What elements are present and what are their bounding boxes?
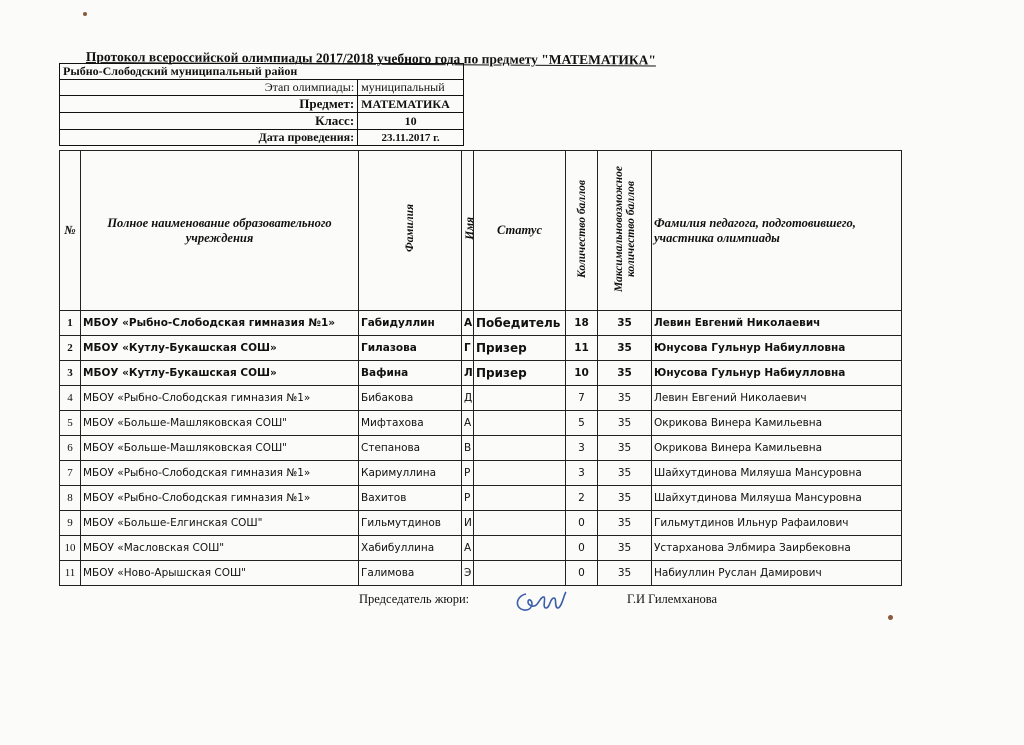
cell-teacher: Окрикова Винера Камильевна — [652, 411, 902, 436]
cell-surname: Гилазова — [359, 336, 462, 361]
signature — [512, 588, 572, 616]
subject-value: МАТЕМАТИКА — [358, 96, 464, 113]
cell-num: 9 — [60, 511, 81, 536]
cell-score: 3 — [566, 461, 598, 486]
stage-value: муниципальный — [358, 80, 464, 96]
stage-label: Этап олимпиады: — [60, 80, 358, 96]
cell-teacher: Левин Евгений Николаевич — [652, 311, 902, 336]
cell-surname: Вафина — [359, 361, 462, 386]
table-row — [60, 386, 902, 411]
cell-name: Р — [462, 461, 474, 486]
cell-surname: Галимова — [359, 561, 462, 586]
cell-surname: Вахитов — [359, 486, 462, 511]
cell-num: 3 — [60, 361, 81, 386]
cell-num: 6 — [60, 436, 81, 461]
cell-score: 10 — [566, 361, 598, 386]
col-max-score: Максимальновозможное количество баллов — [598, 151, 652, 311]
cell-max: 35 — [598, 561, 652, 586]
header-table — [59, 63, 471, 146]
cell-num: 4 — [60, 386, 81, 411]
cell-max: 35 — [598, 336, 652, 361]
cell-score: 0 — [566, 536, 598, 561]
cell-surname: Степанова — [359, 436, 462, 461]
table-row — [60, 561, 902, 586]
cell-score: 7 — [566, 386, 598, 411]
cell-teacher: Левин Евгений Николаевич — [652, 386, 902, 411]
table-row — [60, 536, 902, 561]
class-label: Класс: — [60, 113, 358, 130]
class-value: 10 — [358, 113, 464, 130]
cell-num: 7 — [60, 461, 81, 486]
cell-school: МБОУ «Рыбно-Слободская гимназия №1» — [81, 486, 359, 511]
cell-name: А — [462, 411, 474, 436]
cell-score: 2 — [566, 486, 598, 511]
cell-teacher: Устарханова Элбмира Заирбековна — [652, 536, 902, 561]
cell-teacher: Юнусова Гульнур Набиулловна — [652, 361, 902, 386]
table-header-row — [60, 151, 902, 311]
cell-surname: Габидуллин — [359, 311, 462, 336]
results-table — [59, 150, 902, 586]
cell-name: Г — [462, 336, 474, 361]
col-score: Количество баллов — [566, 151, 598, 311]
table-row — [60, 461, 902, 486]
cell-teacher: Набиуллин Руслан Дамирович — [652, 561, 902, 586]
cell-status — [474, 536, 566, 561]
cell-max: 35 — [598, 361, 652, 386]
cell-school: МБОУ «Ново-Арышская СОШ" — [81, 561, 359, 586]
table-row — [60, 436, 902, 461]
cell-status: Призер — [474, 336, 566, 361]
table-row — [60, 336, 902, 361]
cell-surname: Гильмутдинов — [359, 511, 462, 536]
col-teacher: Фамилия педагога, подготовившего, участника олимпиады — [652, 151, 902, 311]
cell-school: МБОУ «Рыбно-Слободская гимназия №1» — [81, 461, 359, 486]
subject-label: Предмет: — [60, 96, 358, 113]
chair-name: Г.И Гилемханова — [627, 592, 718, 606]
ink-dot — [888, 615, 893, 620]
table-row — [60, 361, 902, 386]
cell-name: Р — [462, 486, 474, 511]
cell-school: МБОУ «Рыбно-Слободская гимназия №1» — [81, 386, 359, 411]
col-num: № — [60, 151, 81, 311]
cell-school: МБОУ «Больше-Машляковская СОШ" — [81, 411, 359, 436]
cell-max: 35 — [598, 311, 652, 336]
cell-school: МБОУ «Больше-Елгинская СОШ" — [81, 511, 359, 536]
col-surname: Фамилия — [359, 151, 462, 311]
cell-num: 8 — [60, 486, 81, 511]
table-row — [60, 486, 902, 511]
cell-status — [474, 411, 566, 436]
col-name: Имя — [462, 151, 474, 311]
cell-status — [474, 561, 566, 586]
cell-teacher: Юнусова Гульнур Набиулловна — [652, 336, 902, 361]
cell-teacher: Шайхутдинова Миляуша Мансуровна — [652, 486, 902, 511]
cell-max: 35 — [598, 461, 652, 486]
cell-status — [474, 386, 566, 411]
cell-status — [474, 436, 566, 461]
cell-num: 5 — [60, 411, 81, 436]
cell-name: В — [462, 436, 474, 461]
cell-name: Э — [462, 561, 474, 586]
cell-name: Д — [462, 386, 474, 411]
cell-max: 35 — [598, 411, 652, 436]
col-school: Полное наименование образовательного учреждения — [81, 151, 359, 311]
cell-num: 2 — [60, 336, 81, 361]
cell-status — [474, 461, 566, 486]
cell-status — [474, 486, 566, 511]
cell-teacher: Окрикова Винера Камильевна — [652, 436, 902, 461]
cell-num: 11 — [60, 561, 81, 586]
table-row — [60, 311, 902, 336]
chair-label: Председатель жюри: — [359, 592, 470, 606]
cell-name: И — [462, 511, 474, 536]
cell-score: 0 — [566, 511, 598, 536]
ink-dot — [83, 12, 87, 16]
date-label: Дата проведения: — [60, 130, 358, 146]
cell-surname: Мифтахова — [359, 411, 462, 436]
cell-school: МБОУ «Рыбно-Слободская гимназия №1» — [81, 311, 359, 336]
cell-score: 5 — [566, 411, 598, 436]
cell-school: МБОУ «Больше-Машляковская СОШ" — [81, 436, 359, 461]
cell-teacher: Гильмутдинов Ильнур Рафаилович — [652, 511, 902, 536]
cell-name: А — [462, 311, 474, 336]
cell-score: 3 — [566, 436, 598, 461]
cell-school: МБОУ «Масловская СОШ" — [81, 536, 359, 561]
cell-status: Призер — [474, 361, 566, 386]
date-value: 23.11.2017 г. — [358, 130, 464, 146]
table-row — [60, 411, 902, 436]
cell-name: Л — [462, 361, 474, 386]
cell-surname: Бибакова — [359, 386, 462, 411]
cell-score: 11 — [566, 336, 598, 361]
cell-teacher: Шайхутдинова Миляуша Мансуровна — [652, 461, 902, 486]
document-title: Протокол всероссийской олимпиады 2017/2018 учебного года по предмету "МАТЕМАТИКА" — [85, 49, 657, 68]
cell-num: 10 — [60, 536, 81, 561]
cell-max: 35 — [598, 436, 652, 461]
cell-surname: Хабибуллина — [359, 536, 462, 561]
col-status: Статус — [474, 151, 566, 311]
table-row — [60, 511, 902, 536]
cell-score: 0 — [566, 561, 598, 586]
cell-max: 35 — [598, 511, 652, 536]
cell-max: 35 — [598, 486, 652, 511]
cell-status: Победитель — [474, 311, 566, 336]
cell-score: 18 — [566, 311, 598, 336]
cell-school: МБОУ «Кутлу-Букашская СОШ» — [81, 361, 359, 386]
cell-name: А — [462, 536, 474, 561]
cell-surname: Каримуллина — [359, 461, 462, 486]
district: Рыбно-Слободский муниципальный район — [60, 64, 464, 80]
cell-max: 35 — [598, 536, 652, 561]
cell-max: 35 — [598, 386, 652, 411]
cell-school: МБОУ «Кутлу-Букашская СОШ» — [81, 336, 359, 361]
cell-status — [474, 511, 566, 536]
cell-num: 1 — [60, 311, 81, 336]
